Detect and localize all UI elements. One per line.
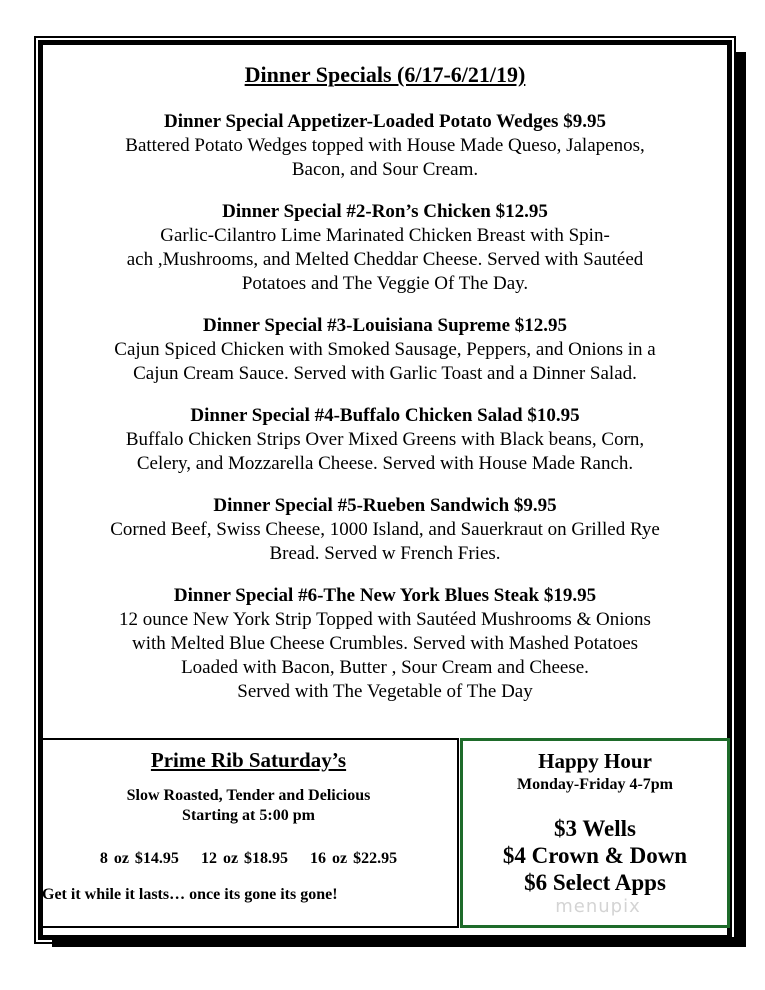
special-title: Dinner Special Appetizer-Loaded Potato Wedges $9.95 [164,111,606,132]
special-desc-line: Cajun Spiced Chicken with Smoked Sausage, Peppers, and Onions in a [114,339,656,360]
deal-apps: $6 Select Apps [524,870,666,895]
prime-rib-prices [40,850,457,868]
special-desc-line: Cajun Cream Sauce. Served with Garlic Toast and a Dinner Salad. [133,363,637,384]
special-desc-line: Buffalo Chicken Strips Over Mixed Greens with Black beans, Corn, [125,429,645,450]
special-item [46,494,724,566]
special-desc-line: 12 ounce New York Strip Topped with Sautéed Mushrooms & Onions [119,609,651,630]
price-12oz: 12 oz $18.95 [200,850,289,867]
price-8oz: 8 oz $14.95 [99,850,179,867]
special-item [46,200,724,296]
special-title: Dinner Special #6-The New York Blues Steak $19.95 [173,585,597,606]
special-title: Dinner Special #2-Ron’s Chicken $12.95 [222,201,548,222]
special-title: Dinner Special #3-Louisiana Supreme $12.95 [202,315,568,336]
price-16oz: 16 oz $22.95 [310,850,398,867]
special-desc-line: Celery, and Mozzarella Cheese. Served with House Made Ranch. [136,453,634,474]
special-desc-line: Corned Beef, Swiss Cheese, 1000 Island, and Sauerkraut on Grilled Rye [110,519,660,540]
prime-rib-title: Prime Rib Saturday’s [150,748,347,772]
page-title: Dinner Specials (6/17-6/21/19) [244,62,526,87]
deal-crown: $4 Crown & Down [502,843,688,868]
special-item [46,404,724,476]
prime-rib-subtitle [40,786,457,826]
special-title: Dinner Special #4-Buffalo Chicken Salad $10.95 [190,405,580,426]
happy-hour-title: Happy Hour [538,749,652,773]
prime-rib-subtitle-line: Slow Roasted, Tender and Delicious [126,787,371,804]
specials-section [46,58,724,704]
happy-hour-box [460,738,730,928]
special-item [46,584,724,704]
special-desc-line: Loaded with Bacon, Butter , Sour Cream and Cheese. [181,657,589,678]
prime-rib-time: Starting at 5:00 pm [182,807,315,824]
special-title: Dinner Special #5-Rueben Sandwich $9.95 [213,495,557,516]
special-desc-line: Bacon, and Sour Cream. [291,159,479,180]
prime-rib-note: Get it while it lasts… once its gone its gone! [42,886,338,903]
watermark-logo: menupix [555,896,641,917]
special-desc-line: with Melted Blue Cheese Crumbles. Served with Mashed Potatoes [131,633,639,654]
special-item [46,314,724,386]
special-desc-line: Served with The Vegetable of The Day [237,681,533,702]
special-desc-line: Potatoes and The Veggie Of The Day. [241,273,529,294]
special-desc-line: Battered Potato Wedges topped with House Made Queso, Jalapenos, [125,135,645,156]
special-desc-line: Garlic-Cilantro Lime Marinated Chicken Breast with Spin- [160,225,610,246]
frame-shadow-right [736,52,746,947]
happy-hour-deals [463,815,727,896]
prime-rib-box [38,738,459,928]
special-desc-line: ach ,Mushrooms, and Melted Cheddar Cheese. Served with Sautéed [126,249,644,270]
special-item [46,110,724,182]
happy-hour-days: Monday-Friday 4-7pm [517,776,673,793]
deal-wells: $3 Wells [553,816,636,841]
special-desc-line: Bread. Served w French Fries. [269,543,501,564]
